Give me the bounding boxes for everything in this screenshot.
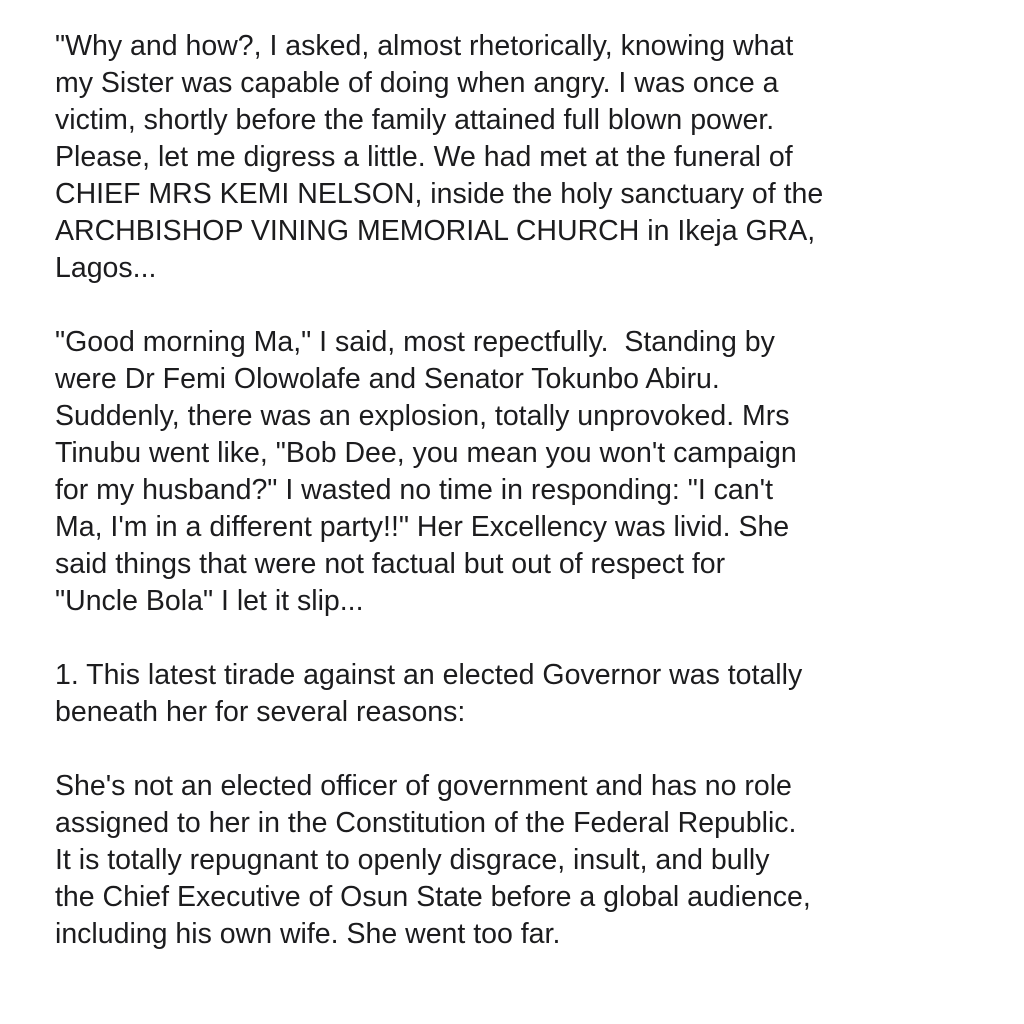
text-line: victim, shortly before the family attained full blown power. xyxy=(55,104,775,136)
text-line: Ma, I'm in a different party!!" Her Excellency was livid. She xyxy=(55,511,790,543)
paragraph-spacer xyxy=(55,731,975,768)
text-line: CHIEF MRS KEMI NELSON, inside the holy sanctuary of the xyxy=(55,178,824,210)
paragraph-4 xyxy=(55,768,975,953)
text-line: 1. This latest tirade against an elected Governor was totally xyxy=(55,659,803,691)
paragraph-spacer xyxy=(55,620,975,657)
text-line: including his own wife. She went too far. xyxy=(55,918,561,950)
text-line: my Sister was capable of doing when angry. I was once a xyxy=(55,67,779,99)
paragraph-spacer xyxy=(55,287,975,324)
text-line: were Dr Femi Olowolafe and Senator Tokunbo Abiru. xyxy=(55,363,720,395)
text-line: beneath her for several reasons: xyxy=(55,696,466,728)
text-line: Please, let me digress a little. We had met at the funeral of xyxy=(55,141,793,173)
text-line: "Good morning Ma," I said, most repectfully. Standing by xyxy=(55,326,775,358)
paragraph-1 xyxy=(55,28,975,287)
document-body xyxy=(55,28,975,953)
text-line: She's not an elected officer of government and has no role xyxy=(55,770,792,802)
paragraph-2 xyxy=(55,324,975,620)
text-line: assigned to her in the Constitution of the Federal Republic. xyxy=(55,807,797,839)
text-line: "Uncle Bola" I let it slip... xyxy=(55,585,364,617)
text-line: for my husband?" I wasted no time in responding: "I can't xyxy=(55,474,773,506)
text-line: Lagos... xyxy=(55,252,157,284)
text-line: said things that were not factual but out of respect for xyxy=(55,548,726,580)
text-line: Suddenly, there was an explosion, totally unprovoked. Mrs xyxy=(55,400,790,432)
paragraph-3 xyxy=(55,657,975,731)
text-line: ARCHBISHOP VINING MEMORIAL CHURCH in Ikeja GRA, xyxy=(55,215,816,247)
text-line: the Chief Executive of Osun State before a global audience, xyxy=(55,881,811,913)
text-line: It is totally repugnant to openly disgrace, insult, and bully xyxy=(55,844,770,876)
text-line: Tinubu went like, "Bob Dee, you mean you won't campaign xyxy=(55,437,797,469)
text-line: "Why and how?, I asked, almost rhetorically, knowing what xyxy=(55,30,794,62)
